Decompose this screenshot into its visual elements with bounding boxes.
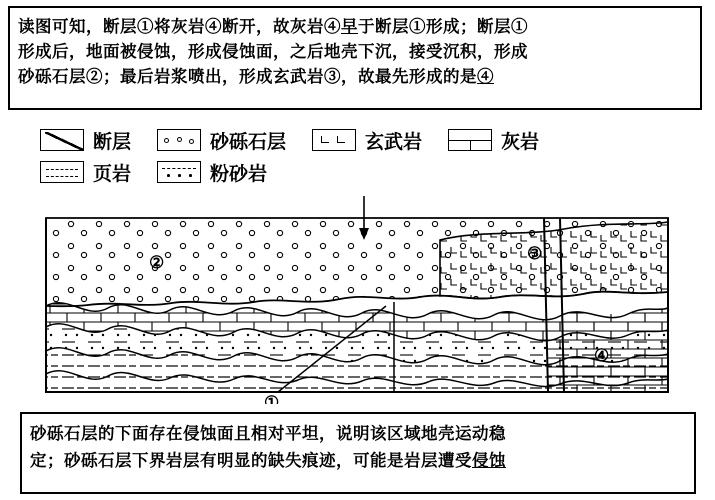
siltstone-icon <box>157 161 201 183</box>
limestone-icon <box>448 129 492 151</box>
fault-icon <box>40 129 84 151</box>
legend-item-limestone <box>448 127 565 154</box>
gravel-icon <box>157 129 201 151</box>
legend-label-siltstone: 粉砂岩 <box>210 163 268 185</box>
legend-label-basalt: 玄武岩 <box>365 131 423 153</box>
bottom-explanation-box <box>20 412 696 494</box>
top-note-line-1: 读图可知，断层①将灰岩④断开，故灰岩④早于断层①形成；断层① <box>18 17 528 36</box>
geologic-cross-section <box>8 196 702 404</box>
legend-item-basalt <box>312 127 448 154</box>
bottom-note-line-1: 砂砾石层的下面存在侵蚀面且相对平坦，说明该区域地壳运动稳 <box>30 424 506 443</box>
legend-item-siltstone <box>157 159 293 186</box>
label-limestone: ④ <box>594 346 610 365</box>
legend-label-fault: 断层 <box>93 131 132 153</box>
legend-item-fault <box>40 127 157 154</box>
top-note-line-2: 形成后，地面被侵蚀，形成侵蚀面，之后地壳下沉，接受沉积，形成 <box>18 42 528 61</box>
label-gravel-layer: ② <box>149 253 165 272</box>
legend-row-2 <box>40 156 680 188</box>
legend-label-gravel: 砂砾石层 <box>210 131 287 153</box>
label-fault: ① <box>264 393 280 404</box>
top-explanation-box <box>8 6 702 110</box>
shale-icon <box>40 161 84 183</box>
basalt-icon <box>312 129 356 151</box>
legend <box>40 124 680 188</box>
bottom-note-line-2-text: 定；砂砾石层下界岩层有明显的缺失痕迹，可能是岩层遭受侵蚀 <box>30 451 506 470</box>
bottom-note-line-2 <box>30 447 686 474</box>
top-note-line-3: 砂砾石层②；最后岩浆喷出，形成玄武岩③，故最先形成的是④ <box>18 67 494 86</box>
cross-section-svg <box>8 196 702 404</box>
legend-item-gravel <box>157 127 312 154</box>
label-basalt: ③ <box>527 244 543 263</box>
legend-row-1 <box>40 124 680 156</box>
legend-item-shale <box>40 159 157 186</box>
legend-label-shale: 页岩 <box>93 163 132 185</box>
legend-label-limestone: 灰岩 <box>501 131 540 153</box>
